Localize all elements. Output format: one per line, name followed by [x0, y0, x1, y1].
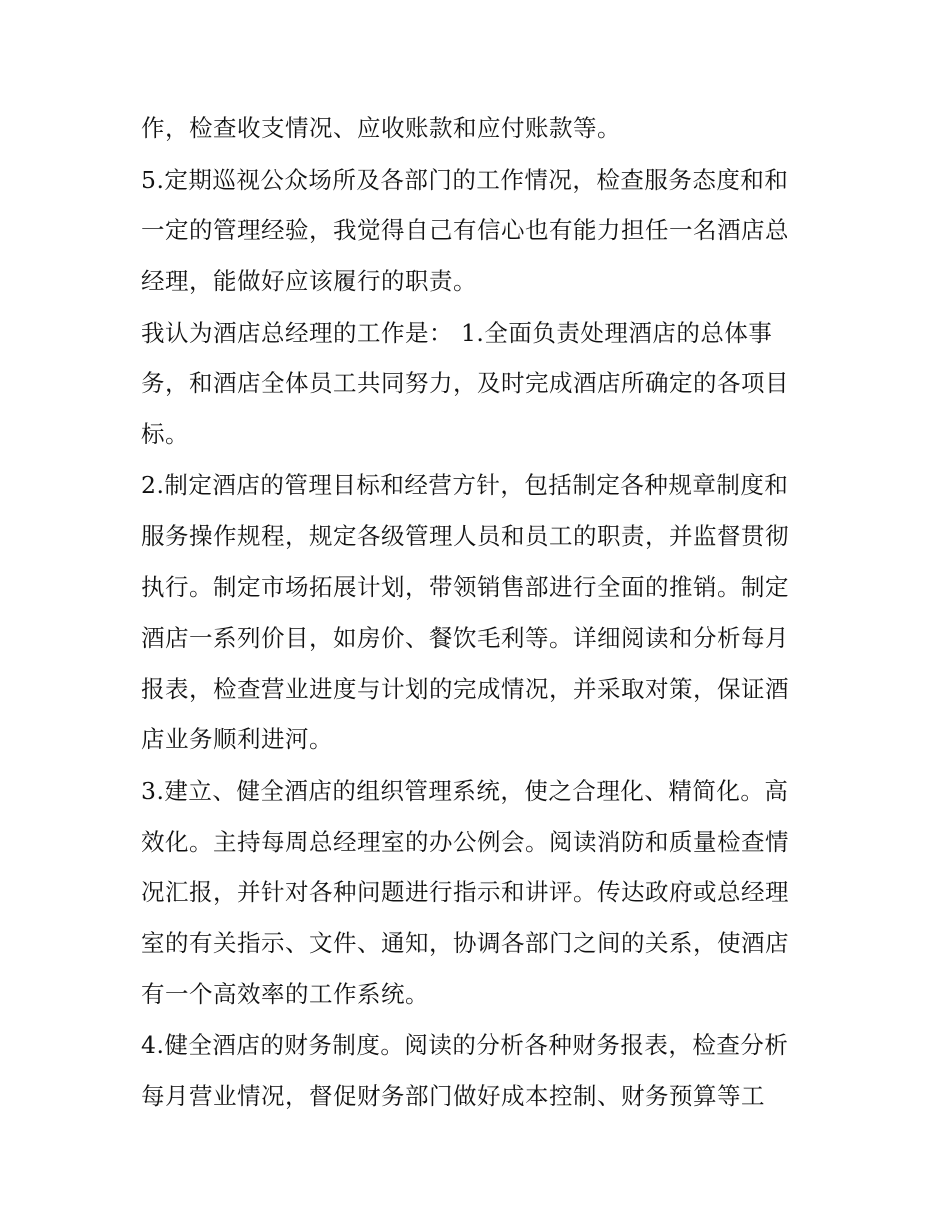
text-line: 执行。制定市场拓展计划，带领销售部进行全面的推销。制定 [141, 573, 789, 601]
text-line: 有一个高效率的工作系统。 [141, 980, 429, 1008]
text-line: 况汇报，并针对各种问题进行指示和讲评。传达政府或总经理 [141, 878, 789, 906]
text-line: 店业务顺利进河。 [141, 725, 333, 753]
text-line: 报表，检查营业进度与计划的完成情况，并采取对策，保证酒 [141, 675, 789, 703]
text-line: 4.健全酒店的财务制度。阅读的分析各种财务报表，检查分析 [141, 1031, 789, 1059]
text-line: 3.建立、健全酒店的组织管理系统，使之合理化、精简化。高 [141, 777, 789, 805]
text-line: 标。 [141, 420, 189, 448]
text-line: 务，和酒店全体员工共同努力，及时完成酒店所确定的各项目 [141, 369, 789, 397]
text-line: 5.定期巡视公众场所及各部门的工作情况，检查服务态度和和 [141, 166, 789, 194]
text-line: 作，检查收支情况、应收账款和应付账款等。 [141, 114, 621, 142]
text-line: 经理，能做好应该履行的职责。 [141, 267, 477, 295]
text-line: 我认为酒店总经理的工作是： 1.全面负责处理酒店的总体事 [141, 319, 773, 347]
text-line: 效化。主持每周总经理室的办公例会。阅读消防和质量检查情 [141, 828, 789, 856]
text-line: 酒店一系列价目，如房价、餐饮毛利等。详细阅读和分析每月 [141, 624, 789, 652]
text-line: 2.制定酒店的管理目标和经营方针，包括制定各种规章制度和 [141, 471, 789, 499]
text-line: 服务操作规程，规定各级管理人员和员工的职责，并监督贯彻 [141, 522, 789, 550]
text-line: 每月营业情况，督促财务部门做好成本控制、财务预算等工 [141, 1082, 765, 1110]
text-line: 一定的管理经验，我觉得自己有信心也有能力担任一名酒店总 [141, 216, 789, 244]
text-line: 室的有关指示、文件、通知，协调各部门之间的关系，使酒店 [141, 929, 789, 957]
